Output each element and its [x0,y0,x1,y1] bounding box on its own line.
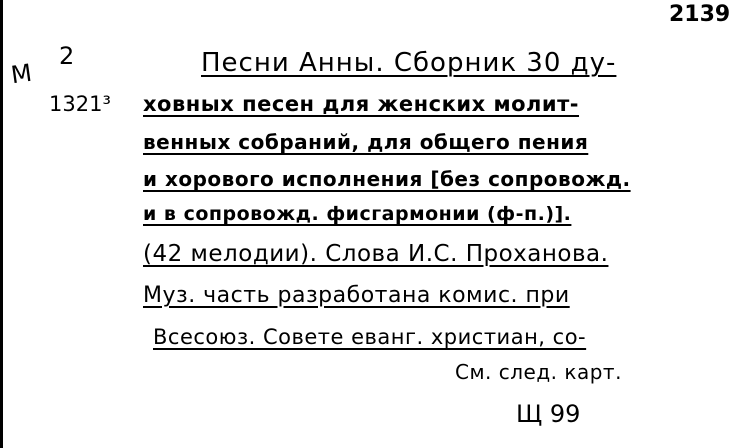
text-line-3: венных собраний, для общего пения [143,130,589,154]
see-next-card: См. след. карт. [455,360,622,384]
shelf-mark: M [9,58,34,90]
text-line-4: и хорового исполнения [без сопровожд. [143,167,631,191]
corner-number: 2139 [669,2,731,27]
bottom-mark: Щ 99 [516,400,581,428]
call-number: 1321³ [49,92,111,116]
text-line-6: (42 мелодии). Слова И.С. Проханова. [143,241,609,267]
text-line-2: ховных песен для женских молит- [143,92,580,116]
text-line-5: и в сопровожд. фисгармонии (ф-п.)]. [143,203,572,225]
text-line-7: Муз. часть разработана комис. при [143,283,570,308]
text-line-8: Всесоюз. Совете еванг. христиан, со- [153,325,587,349]
text-line-1: Песни Анны. Сборник 30 ду- [201,48,617,78]
shelf-number: 2 [59,42,75,70]
